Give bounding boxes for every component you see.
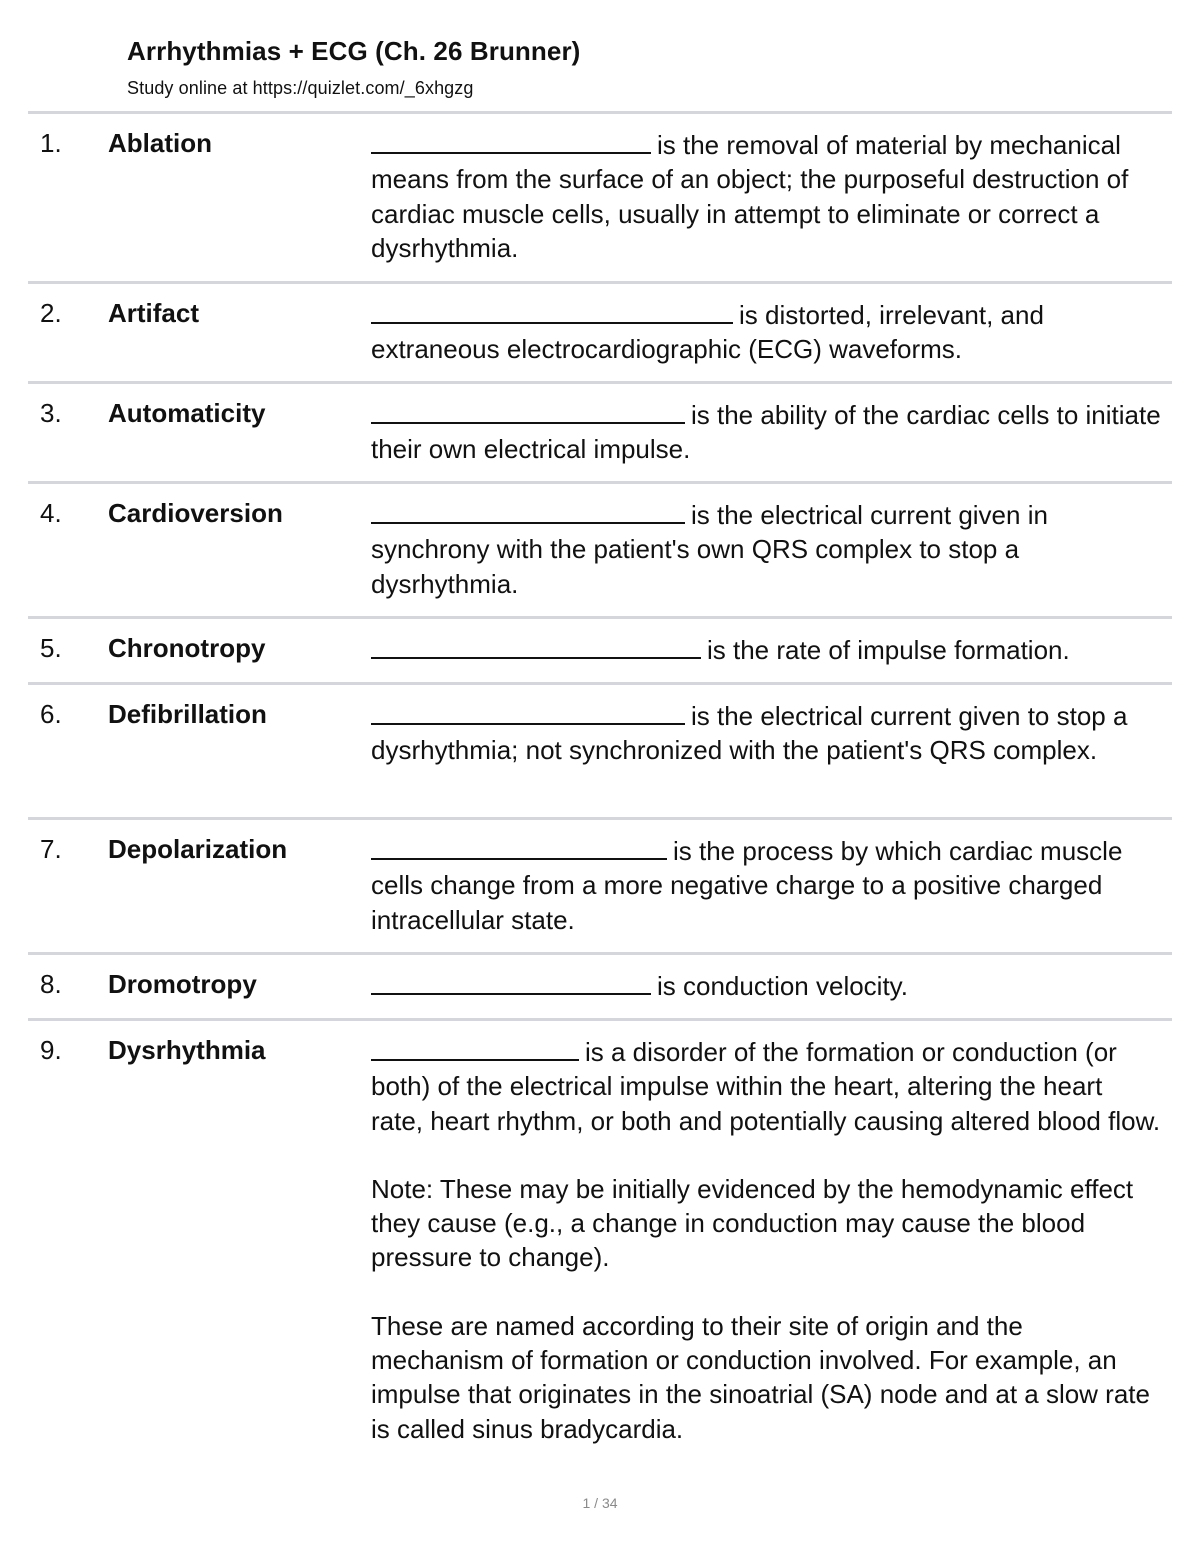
entry-definition bbox=[371, 296, 1161, 367]
answer-blank bbox=[371, 396, 685, 424]
entry-term: Dromotropy bbox=[108, 969, 257, 999]
definition-note: Note: These may be initially evidenced by the hemodynamic effect they cause (e.g., a change in conduction may cause the blood pressure to change). bbox=[371, 1173, 1134, 1273]
entry-number: 9. bbox=[40, 1035, 62, 1065]
divider bbox=[28, 481, 1172, 484]
entry-term: Ablation bbox=[108, 128, 212, 158]
definition-text: is conduction velocity. bbox=[657, 971, 908, 1001]
entry-definition bbox=[371, 967, 1161, 1003]
page-title: Arrhythmias + ECG (Ch. 26 Brunner) bbox=[127, 36, 581, 66]
entry-number: 3. bbox=[40, 398, 62, 428]
document-header bbox=[127, 34, 580, 100]
divider bbox=[28, 1018, 1172, 1021]
entry-number: 5. bbox=[40, 633, 62, 663]
page-subtitle: Study online at https://quizlet.com/_6xhgzg bbox=[127, 78, 474, 98]
divider bbox=[28, 952, 1172, 955]
answer-blank bbox=[371, 967, 651, 995]
entry-definition bbox=[371, 1033, 1161, 1446]
entry-term: Chronotropy bbox=[108, 633, 266, 663]
definition-note: These are named according to their site of origin and the mechanism of formation or conduction involved. For example, an impulse that originates in the sinoatrial (SA) node and at a slow rate is called sinus bradycardia. bbox=[371, 1310, 1150, 1444]
page-indicator: 1 / 34 bbox=[582, 1495, 618, 1511]
definition-text: is distorted, irrelevant, and extraneous electrocardiographic (ECG) waveforms. bbox=[371, 300, 1044, 365]
entry-definition bbox=[371, 631, 1161, 667]
answer-blank bbox=[371, 832, 667, 860]
entry-definition bbox=[371, 396, 1161, 467]
entry-term: Artifact bbox=[108, 298, 200, 328]
divider bbox=[28, 682, 1172, 685]
divider bbox=[28, 616, 1172, 619]
entry-number: 8. bbox=[40, 969, 62, 999]
definition-text: is the ability of the cardiac cells to initiate their own electrical impulse. bbox=[371, 400, 1161, 465]
answer-blank bbox=[371, 1033, 579, 1061]
entry-definition bbox=[371, 496, 1161, 601]
entry-number: 4. bbox=[40, 498, 62, 528]
definition-text: is a disorder of the formation or conduction (or both) of the electrical impulse within the heart, altering the heart rate, heart rhythm, or both and potentially causing altered blood flow. bbox=[371, 1037, 1161, 1136]
answer-blank bbox=[371, 631, 701, 659]
entry-number: 7. bbox=[40, 834, 62, 864]
entry-number: 6. bbox=[40, 699, 62, 729]
definition-text: is the electrical current given in synchrony with the patient's own QRS complex to stop a dysrhythmia. bbox=[371, 500, 1048, 599]
definition-text: is the rate of impulse formation. bbox=[707, 635, 1070, 665]
entry-term: Automaticity bbox=[108, 398, 266, 428]
entry-definition bbox=[371, 126, 1161, 265]
entry-term: Cardioversion bbox=[108, 498, 283, 528]
entry-number: 1. bbox=[40, 128, 62, 158]
entry-term: Dysrhythmia bbox=[108, 1035, 266, 1065]
answer-blank bbox=[371, 697, 685, 725]
entry-number: 2. bbox=[40, 298, 62, 328]
divider bbox=[28, 281, 1172, 284]
definition-text: is the process by which cardiac muscle cells change from a more negative charge to a positive charged intracellular state. bbox=[371, 836, 1123, 935]
divider bbox=[28, 381, 1172, 384]
answer-blank bbox=[371, 296, 733, 324]
divider bbox=[28, 817, 1172, 820]
entry-term: Depolarization bbox=[108, 834, 288, 864]
entry-definition bbox=[371, 697, 1161, 768]
answer-blank bbox=[371, 496, 685, 524]
entry-term: Defibrillation bbox=[108, 699, 267, 729]
divider bbox=[28, 111, 1172, 114]
answer-blank bbox=[371, 126, 651, 154]
entry-definition bbox=[371, 832, 1161, 937]
definition-text: is the electrical current given to stop a dysrhythmia; not synchronized with the patient's QRS complex. bbox=[371, 701, 1128, 766]
definition-text: is the removal of material by mechanical means from the surface of an object; the purposeful destruction of cardiac muscle cells, usually in attempt to eliminate or correct a dysrhythmia. bbox=[371, 130, 1129, 263]
